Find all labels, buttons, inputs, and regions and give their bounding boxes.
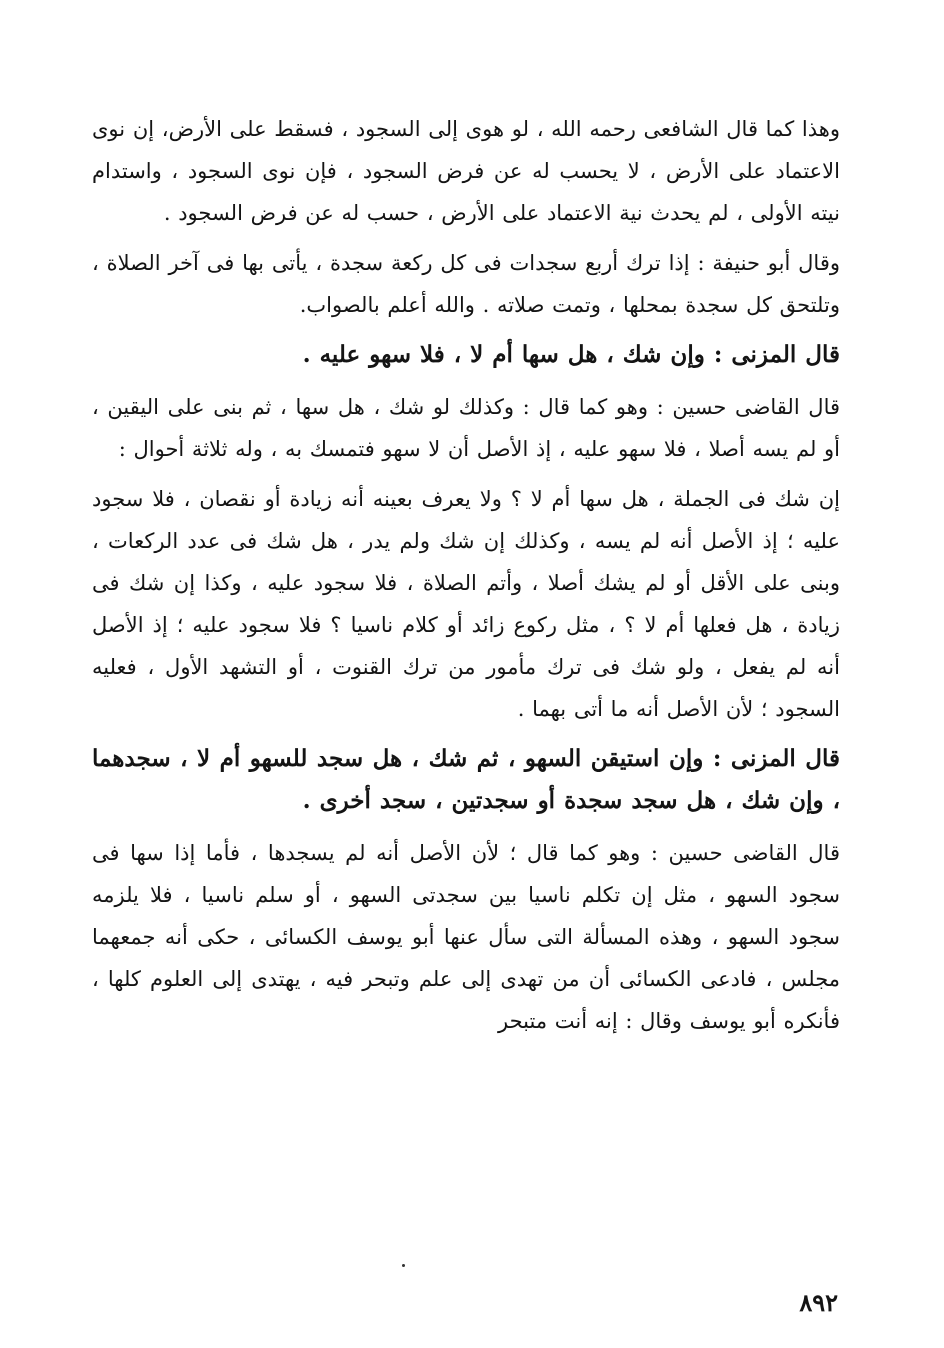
- paragraph-shafii: وهذا كما قال الشافعى رحمه الله ، لو هوى إلى السجود ، فسقط على الأرض، إن نوى الاعتماد على الأرض ، لا يحسب له عن فرض السجود ، فإن نوى السجود ، واستدام نيته الأولى ، لم يحدث نية الاعتماد على الأرض ، حسب له عن فرض السجود .: [92, 117, 840, 225]
- paragraph-abu-hanifa: وقال أبو حنيفة : إذا ترك أربع سجدات فى كل ركعة سجدة ، يأتى بها فى آخر الصلاة ، وتلتحق كل سجدة بمحلها ، وتمت صلاته . والله أعلم بالصواب.: [92, 251, 840, 317]
- print-speck: [402, 1264, 405, 1267]
- quote-muzani-2: قال المزنى : وإن استيقن السهو ، ثم شك ، هل سجد للسهو أم لا ، سجدهما ، وإن شك ، هل سجد سجدة أو سجدتين ، سجد أخرى .: [92, 745, 840, 814]
- paragraph-qadi-husayn-1: قال القاضى حسين : وهو كما قال : وكذلك لو شك ، هل سها ، ثم بنى على اليقين ، أو لم يسه أصلا ، فلا سهو عليه ، إذ الأصل أن لا سهو فتمسك به ، وله ثلاثة أحوال :: [92, 395, 840, 461]
- quote-muzani-1: قال المزنى : وإن شك ، هل سها أم لا ، فلا سهو عليه .: [302, 341, 840, 368]
- paragraph-doubt-cases: إن شك فى الجملة ، هل سها أم لا ؟ ولا يعرف بعينه أنه زيادة أو نقصان ، فلا سجود عليه ؛ إذ الأصل أنه لم يسه ، وكذلك إن شك ولم يدر ، هل شك فى عدد الركعات ، وبنى على الأقل أو لم يشك أصلا ، وأتم الصلاة ، فلا سجود عليه ، وكذا إن شك فى زيادة ، هل فعلها أم لا ؟ ، مثل ركوع زائد أو كلام ناسيا ؟ فلا سجود عليه ؛ إذ الأصل أنه لم يفعل ، ولو شك فى ترك مأمور من ترك القنوت ، أو التشهد الأول ، فعليه السجود ؛ لأن الأصل أنه ما أتى بهما .: [92, 487, 840, 721]
- page-number: ٨٩٢: [799, 1288, 838, 1317]
- body-text: [92, 108, 840, 1050]
- paragraph-qadi-husayn-2: قال القاضى حسين : وهو كما قال ؛ لأن الأصل أنه لم يسجدها ، فأما إذا سها فى سجود السهو ، مثل إن تكلم ناسيا بين سجدتى السهو ، أو سلم ناسيا ، فلا يلزمه سجود السهو ، وهذه المسألة التى سأل عنها أبو يوسف الكسائى ، حكى أنه جمعهما مجلس ، فادعى الكسائى أن من تهدى إلى علم وتبحر فيه ، يهتدى إلى العلوم كلها ، فأنكره أبو يوسف وقال : إنه أنت متبحر: [92, 841, 840, 1033]
